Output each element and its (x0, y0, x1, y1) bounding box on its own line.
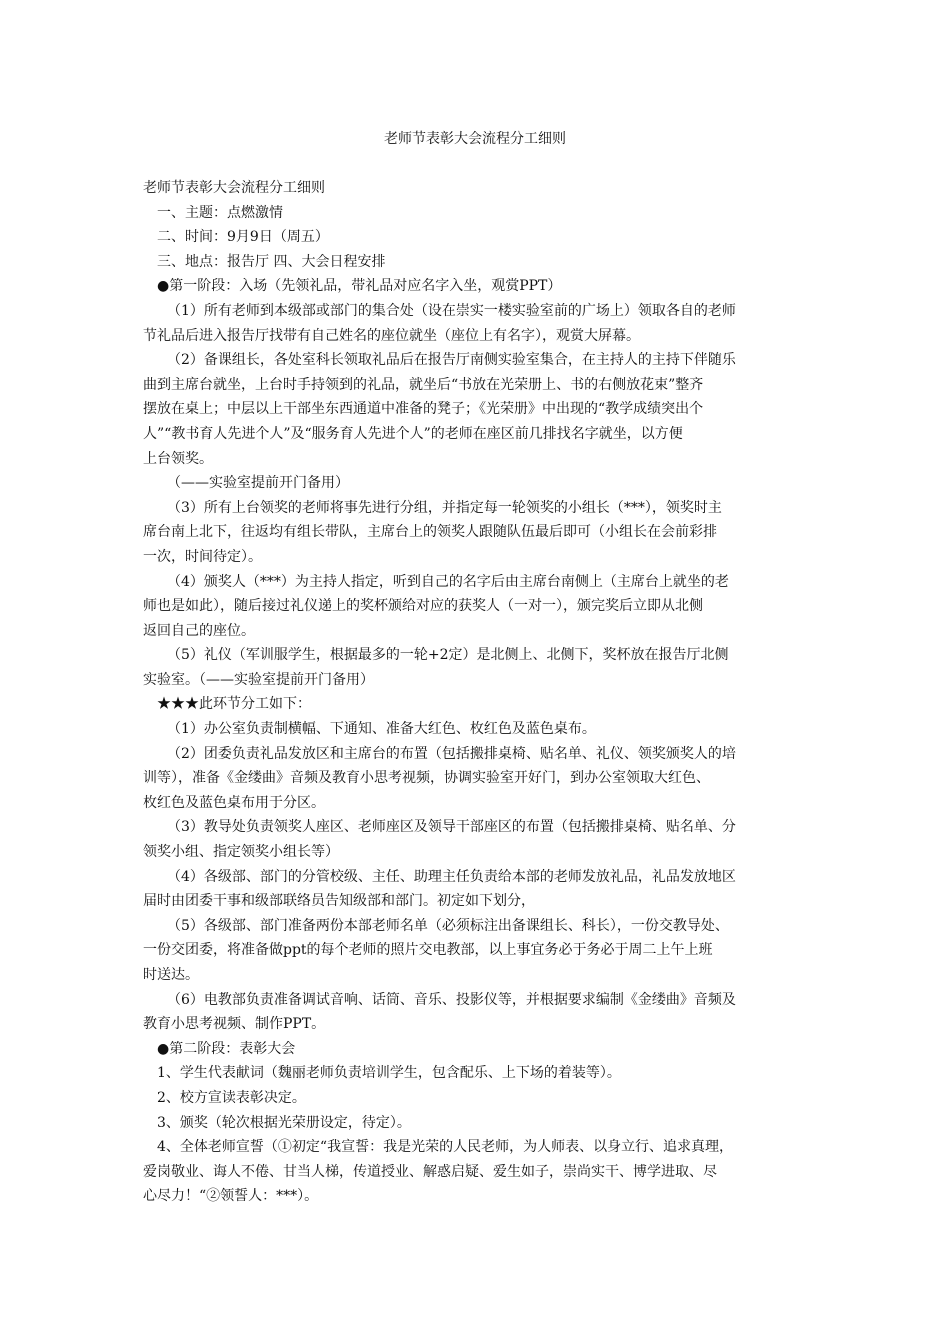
paragraph-line: 一份交团委，将准备做ppt的每个老师的照片交电教部，以上事宜务必于务必于周二上午上班 (143, 942, 713, 959)
paragraph-line: （5）礼仪（军训服学生，根据最多的一轮+2定）是北侧上、北侧下，奖杯放在报告厅北侧 (167, 647, 729, 664)
paragraph-line: 1、学生代表献词（魏丽老师负责培训学生，包含配乐、上下场的着装等）。 (157, 1065, 621, 1082)
paragraph-line: （4）各级部、部门的分管校级、主任、助理主任负责给本部的老师发放礼品，礼品发放地区 (167, 868, 736, 885)
paragraph-line: （4）颁奖人（***）为主持人指定，听到自己的名字后由主席台南侧上（主席台上就坐的老 (167, 573, 729, 590)
paragraph-line: （1）所有老师到本级部或部门的集合处（设在崇实一楼实验室前的广场上）领取各自的老师 (167, 302, 736, 319)
paragraph-line: 教育小思考视频、制作PPT。 (143, 1016, 326, 1033)
document-title: 老师节表彰大会流程分工细则 (384, 131, 566, 147)
paragraph-line: （6）电教部负责准备调试音响、话筒、音乐、投影仪等，并根据要求编制《金缕曲》音频及 (167, 991, 736, 1008)
stage-one-heading: ●第一阶段：入场（先领礼品，带礼品对应名字入坐，观赏PPT） (157, 278, 562, 295)
paragraph-line: （3）所有上台领奖的老师将事先进行分组，并指定每一轮领奖的小组长（***），领奖时主 (167, 499, 722, 516)
paragraph-line: 师也是如此），随后接过礼仪递上的奖杯颁给对应的获奖人（一对一），颁完奖后立即从北侧 (143, 598, 703, 615)
paragraph-line: 训等），准备《金缕曲》音频及教育小思考视频，协调实验室开好门，到办公室领取大红色、 (143, 770, 710, 787)
paragraph-line: 2、校方宣读表彰决定。 (157, 1089, 306, 1106)
section-time: 二、时间：9月9日（周五） (157, 229, 329, 246)
paragraph-line: 上台领奖。 (143, 450, 213, 467)
paragraph-line: 时送达。 (143, 967, 199, 983)
paragraph-line: （2）备课组长，各处室科长领取礼品后在报告厅南侧实验室集合，在主持人的主持下伴随乐 (167, 352, 736, 369)
paragraph-line: 4、全体老师宣誓（①初定“我宣誓：我是光荣的人民老师，为人师表、以身立行、追求真理， (157, 1139, 734, 1156)
paragraph-line: （3）教导处负责领奖人座区、老师座区及领导干部座区的布置（包括搬排桌椅、贴名单、分 (167, 819, 736, 836)
body-heading: 老师节表彰大会流程分工细则 (143, 180, 325, 196)
paragraph-line: （2）团委负责礼品发放区和主席台的布置（包括搬排桌椅、贴名单、礼仪、领奖颁奖人的培 (167, 745, 736, 762)
stage-two-heading: ●第二阶段：表彰大会 (157, 1040, 296, 1057)
paragraph-line: 摆放在桌上；中层以上干部坐东西通道中准备的凳子；《光荣册》中出现的“教学成绩突出个 (143, 401, 704, 418)
paragraph-line: （——实验室提前开门备用） (167, 475, 349, 492)
paragraph-line: 领奖小组、指定领奖小组长等） (143, 844, 339, 861)
paragraph-line: 枚红色及蓝色桌布用于分区。 (143, 794, 325, 811)
paragraph-line: 曲到主席台就坐，上台时手持领到的礼品，就坐后“书放在光荣册上、书的右侧放花束”整齐 (143, 376, 704, 393)
section-location: 三、地点：报告厅 四、大会日程安排 (157, 253, 386, 270)
paragraph-line: 3、颁奖（轮次根据光荣册设定，待定）。 (157, 1114, 411, 1131)
paragraph-line: 人”“教书育人先进个人”及“服务育人先进个人”的老师在座区前几排找名字就坐，以方便 (143, 425, 683, 442)
paragraph-line: 爱岗敬业、诲人不倦、甘当人梯，传道授业、解惑启疑、爱生如子，崇尚实干、博学进取、尽 (143, 1163, 717, 1180)
paragraph-line: （1）办公室负责制横幅、下通知、准备大红色、枚红色及蓝色桌布。 (167, 721, 596, 738)
paragraph-line: 返回自己的座位。 (143, 622, 255, 639)
paragraph-line: 席台南上北下，往返均有组长带队，主席台上的领奖人跟随队伍最后即可（小组长在会前彩排 (143, 524, 717, 541)
paragraph-line: 节礼品后进入报告厅找带有自己姓名的座位就坐（座位上有名字），观赏大屏幕。 (143, 327, 640, 344)
division-heading: ★★★此环节分工如下： (157, 696, 311, 713)
paragraph-line: （5）各级部、部门准备两份本部老师名单（必须标注出备课组长、科长），一份交教导处、 (167, 917, 729, 934)
document-body (143, 176, 823, 1209)
paragraph-line: 实验室。（——实验室提前开门备用） (143, 671, 374, 688)
paragraph-line: 心尽力！“②领誓人：***）。 (143, 1188, 319, 1205)
paragraph-line: 一次，时间待定）。 (143, 548, 262, 565)
section-theme: 一、主题：点燃激情 (157, 204, 283, 221)
paragraph-line: 届时由团委干事和级部联络员告知级部和部门。初定如下划分， (143, 893, 535, 910)
